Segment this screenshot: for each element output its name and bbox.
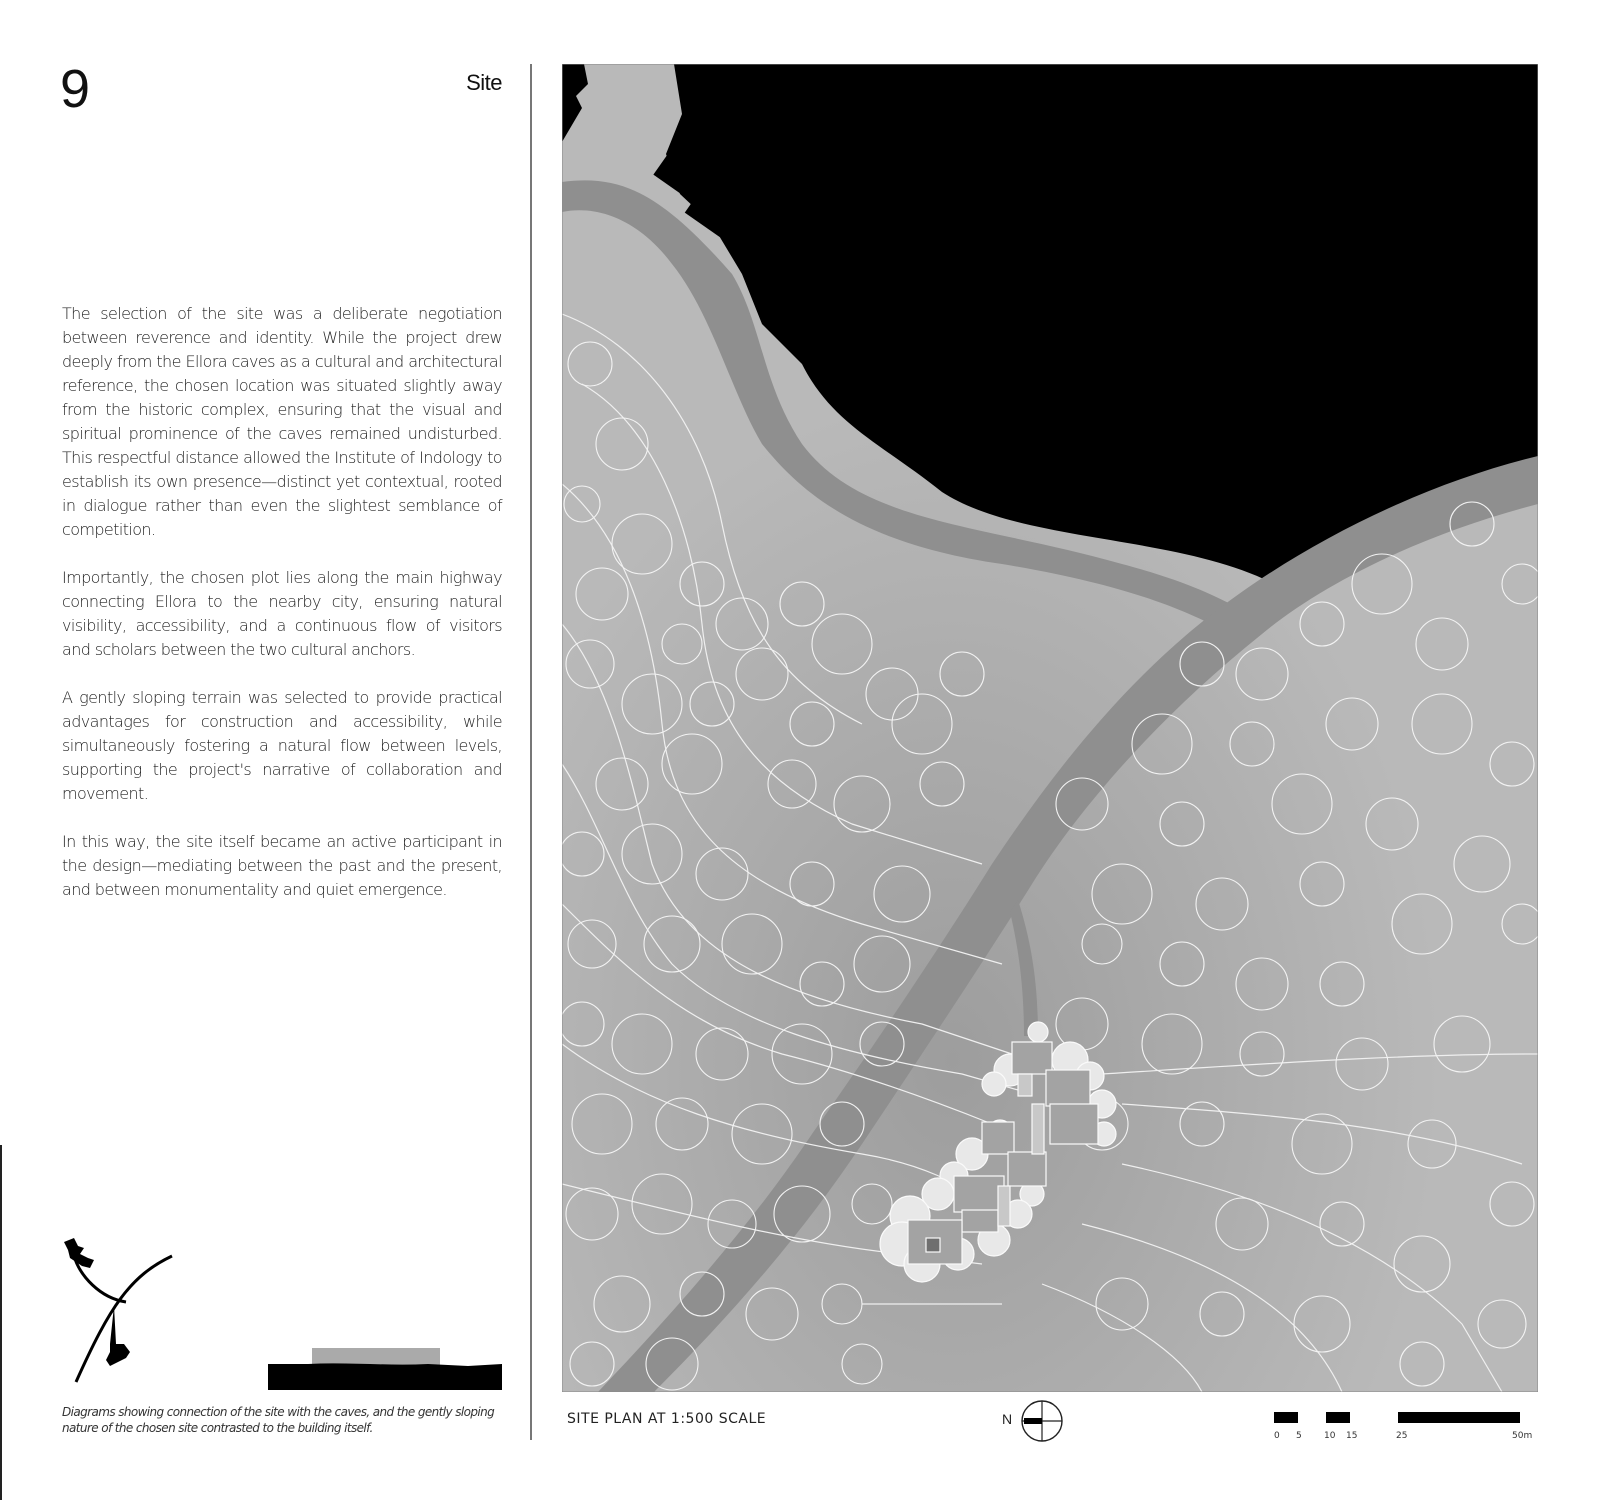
north-label: N bbox=[1002, 1411, 1013, 1427]
edge-rule bbox=[0, 1145, 2, 1500]
body-text bbox=[62, 302, 502, 926]
column-divider bbox=[530, 64, 532, 1440]
scale-tick-50m: 50m bbox=[1512, 1431, 1533, 1440]
scale-tick-25: 25 bbox=[1396, 1431, 1408, 1440]
paragraph-3: A gently sloping terrain was selected to provide practical advantages for construction and accessibility, while simultaneously fostering a natural flow between levels, supporting the project's narrative of collaboration and movement. bbox=[62, 688, 502, 803]
page-number: 9 bbox=[60, 59, 91, 119]
site-plan bbox=[562, 64, 1538, 1392]
paragraph-1: The selection of the site was a deliberate negotiation between reverence and identity. While the project drew deeply from the Ellora caves as a cultural and architectural reference, the chosen location was situated slightly away from the historic complex, ensuring that the visual and spiritual prominence of the caves remained undisturbed. This respectful distance allowed the Institute of Indology to establish its own presence—distinct yet contextual, rooted in dialogue rather than even the slightest semblance of competition. bbox=[62, 304, 502, 539]
diagram-highway bbox=[76, 1256, 172, 1382]
north-arrow-icon bbox=[1012, 1398, 1066, 1444]
scale-tick-15: 15 bbox=[1346, 1431, 1358, 1440]
site-plan-label: SITE PLAN AT 1:500 SCALE bbox=[567, 1411, 767, 1427]
paragraph-4: In this way, the site itself became an active participant in the design—mediating between the past and the present, and between monumentality and quiet emergence. bbox=[62, 832, 502, 899]
scale-tick-5: 5 bbox=[1296, 1431, 1302, 1440]
section-diagram bbox=[268, 1346, 502, 1390]
scale-bar bbox=[1274, 1412, 1534, 1440]
paragraph-2: Importantly, the chosen plot lies along the main highway connecting Ellora to the nearby city, ensuring natural visibility, accessibility, and a continuous flow of visitors and scholars between the two cultural anchors. bbox=[62, 568, 502, 659]
scale-segment-10-15 bbox=[1326, 1412, 1350, 1423]
scale-segment-0-5 bbox=[1274, 1412, 1298, 1423]
connection-diagram bbox=[60, 1236, 176, 1384]
diagram-caves bbox=[64, 1238, 94, 1268]
scale-segment-25-50 bbox=[1398, 1412, 1520, 1423]
scale-tick-10: 10 bbox=[1324, 1431, 1336, 1440]
scale-tick-0: 0 bbox=[1274, 1431, 1280, 1440]
diagram-caption: Diagrams showing connection of the site with the caves, and the gently sloping nature of the chosen site contrasted to the building itself. bbox=[62, 1405, 495, 1435]
section-ground bbox=[268, 1363, 502, 1390]
section-title: Site bbox=[466, 70, 502, 95]
